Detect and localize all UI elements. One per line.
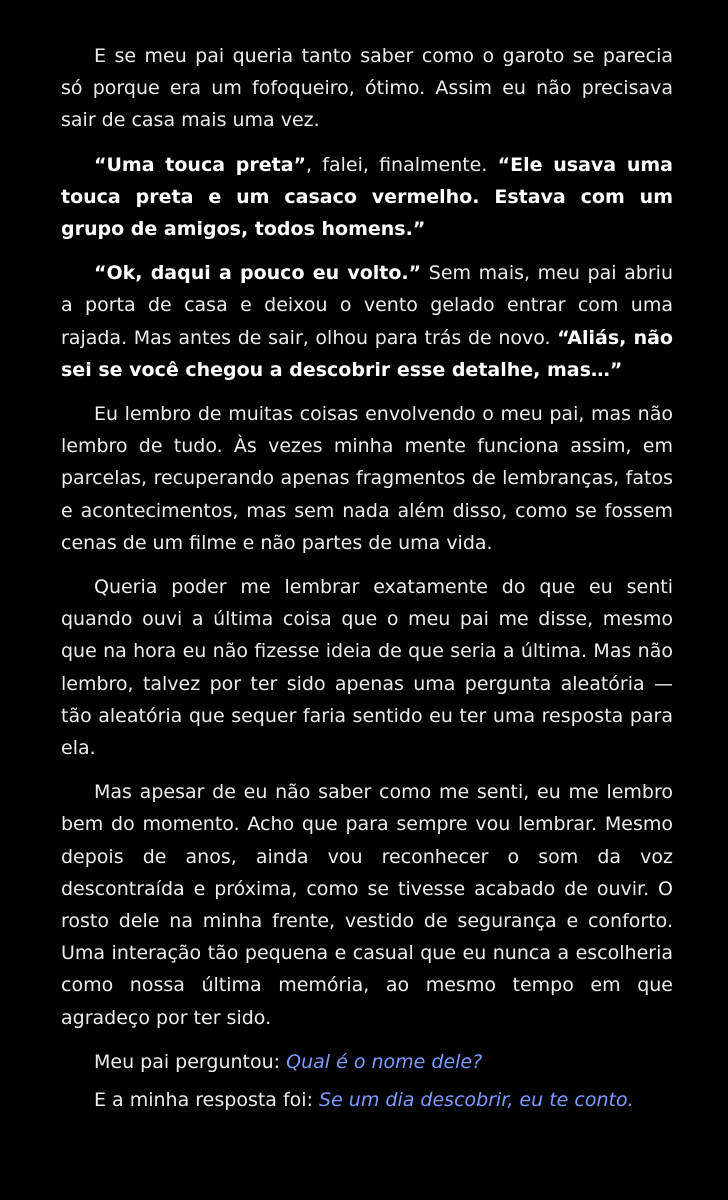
italic-quote: Qual é o nome dele?	[286, 1050, 483, 1073]
paragraph	[61, 776, 673, 1034]
narration-text: E a minha resposta foi:	[94, 1089, 320, 1112]
paragraph	[61, 398, 673, 559]
narration-text: Queria poder me lembrar exatamente do que eu senti quando ouvi a última coisa que o meu pai me disse, mesmo que na hora eu não fizesse ideia de que seria a última. Mas não lembro, talvez por ter sido apenas uma pergunta aleatória — tão aleatória que sequer faria sentido eu ter uma resposta para ela.	[61, 576, 673, 760]
narration-text: Eu lembro de muitas coisas envolvendo o meu pai, mas não lembro de tudo. Às vezes minha mente funciona assim, em parcelas, recuperando apenas fragmentos de lembranças, fatos e acontecimentos, mas sem nada além disso, como se fossem cenas de um filme e não partes de uma vida.	[61, 403, 673, 554]
dialogue-line	[61, 1084, 673, 1116]
paragraph	[61, 40, 673, 137]
paragraph	[61, 149, 673, 246]
dialogue-line	[61, 1046, 673, 1078]
spoken-line: “Ok, daqui a pouco eu volto.”	[94, 262, 422, 285]
narration-text: E se meu pai queria tanto saber como o garoto se parecia só porque era um fofoqueiro, ótimo. Assim eu não precisava sair de casa mais uma vez.	[61, 45, 673, 132]
paragraph	[61, 257, 673, 386]
italic-quote: Se um dia descobrir, eu te conto.	[319, 1089, 634, 1112]
book-page	[61, 40, 673, 1122]
spoken-line: “Ele usava uma touca preta e um casaco vermelho. Estava com um grupo de amigos, todos homens.”	[61, 153, 673, 241]
narration-text: Meu pai perguntou:	[94, 1050, 287, 1073]
narration-text: , falei, finalmente.	[306, 153, 498, 176]
narration-text: Sem mais, meu pai abriu a porta de casa e deixou o vento gelado entrar com uma rajada. Mas antes de sair, olhou para trás de novo.	[61, 262, 674, 349]
spoken-line: “Uma touca preta”	[94, 153, 307, 176]
paragraph	[61, 571, 673, 764]
spoken-line: “Aliás, não sei se você chegou a descobrir esse detalhe, mas…”	[61, 326, 673, 381]
narration-text: Mas apesar de eu não saber como me senti, eu me lembro bem do momento. Acho que para sempre vou lembrar. Mesmo depois de anos, ainda vou reconhecer o som da voz descontraída e próxima, como se tivesse acabado de ouvir. O rosto dele na minha frente, vestido de segurança e conforto. Uma interação tão pequena e casual que eu nunca a escolheria como nossa última memória, ao mesmo tempo em que agradeço por ter sido.	[61, 781, 673, 1029]
